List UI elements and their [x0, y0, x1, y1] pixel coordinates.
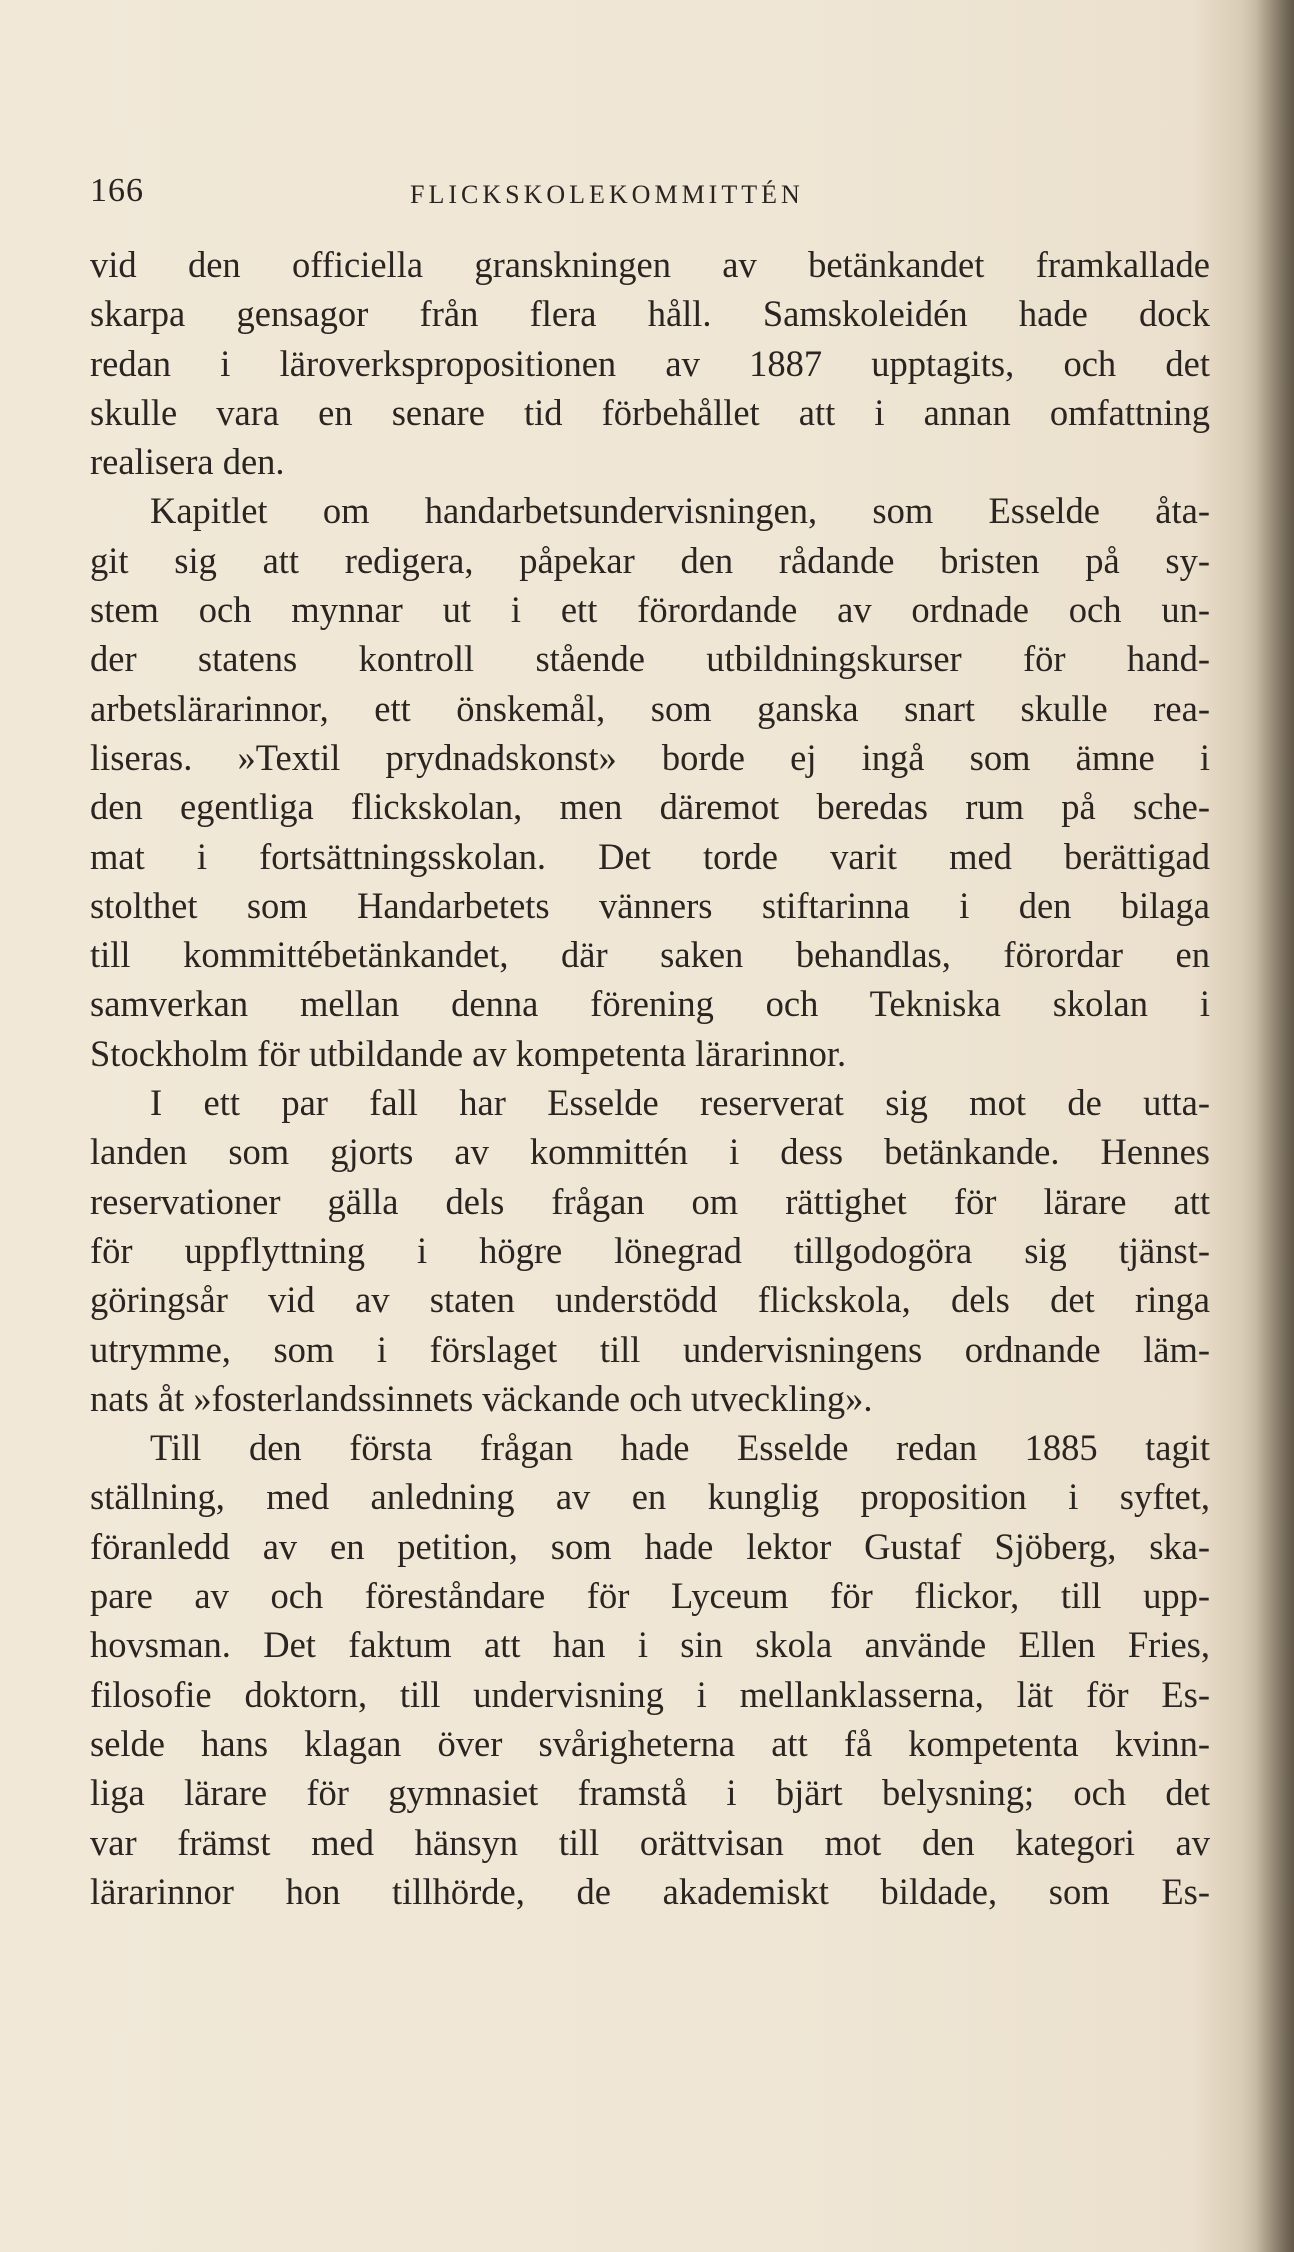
text-line: Stockholm för utbildande av kompetenta lärarinnor. [90, 1032, 847, 1074]
text-line: redan i läroverkspropositionen av 1887 upptagits, och det [90, 342, 1210, 384]
text-line: liseras. »Textil prydnadskonst» borde ej ingå som ämne i [90, 736, 1210, 778]
text-line: der statens kontroll stående utbildningskurser för hand- [90, 638, 1210, 680]
page-edge-shadow [1256, 0, 1294, 2252]
text-line: föranledd av en petition, som hade lektor Gustaf Sjöberg, ska- [90, 1525, 1210, 1567]
body-text [90, 240, 1210, 1916]
text-line: reservationer gälla dels frågan om rättighet för lärare att [90, 1180, 1210, 1222]
running-head: FLICKSKOLEKOMMITTÉN [410, 180, 804, 209]
text-line: samverkan mellan denna förening och Tekniska skolan i [90, 983, 1210, 1025]
text-line: lärarinnor hon tillhörde, de akademiskt bildade, som Es- [90, 1870, 1210, 1912]
page-number: 166 [90, 172, 144, 209]
text-line: landen som gjorts av kommittén i dess betänkande. Hennes [90, 1131, 1210, 1173]
text-line: utrymme, som i förslaget till undervisningens ordnande läm- [90, 1328, 1210, 1370]
text-line: skulle vara en senare tid förbehållet att i annan omfattning [90, 391, 1210, 433]
text-line: hovsman. Det faktum att han i sin skola använde Ellen Fries, [90, 1624, 1210, 1666]
text-line: var främst med hänsyn till orättvisan mot den kategori av [90, 1821, 1210, 1863]
text-line: pare av och föreståndare för Lyceum för flickor, till upp- [90, 1575, 1210, 1617]
text-line: I ett par fall har Esselde reserverat sig mot de utta- [150, 1082, 1210, 1124]
text-line: skarpa gensagor från flera håll. Samskoleidén hade dock [90, 293, 1210, 335]
text-line: stem och mynnar ut i ett förordande av ordnade och un- [90, 589, 1210, 631]
text-line: stolthet som Handarbetets vänners stiftarinna i den bilaga [90, 884, 1210, 926]
text-line: vid den officiella granskningen av betänkandet framkallade [90, 244, 1210, 285]
text-line: för uppflyttning i högre lönegrad tillgodogöra sig tjänst- [90, 1229, 1210, 1271]
text-line: git sig att redigera, påpekar den rådande bristen på sy- [90, 539, 1210, 581]
text-line: ställning, med anledning av en kunglig proposition i syftet, [90, 1476, 1210, 1518]
text-line: den egentliga flickskolan, men däremot beredas rum på sche- [90, 786, 1210, 828]
text-line: selde hans klagan över svårigheterna att få kompetenta kvinn- [90, 1722, 1210, 1764]
text-line: göringsår vid av staten understödd flickskola, dels det ringa [90, 1279, 1210, 1321]
text-line: mat i fortsättningsskolan. Det torde varit med berättigad [90, 835, 1210, 877]
page-header [90, 172, 1210, 222]
text-line: till kommittébetänkandet, där saken behandlas, förordar en [90, 934, 1210, 976]
text-line: nats åt »fosterlandssinnets väckande och utveckling». [90, 1377, 873, 1419]
text-line: Till den första frågan hade Esselde redan 1885 tagit [150, 1427, 1210, 1469]
text-line: liga lärare för gymnasiet framstå i bjärt belysning; och det [90, 1772, 1210, 1814]
text-line: realisera den. [90, 441, 285, 483]
text-line: Kapitlet om handarbetsundervisningen, som Esselde åta- [150, 490, 1210, 532]
text-line: filosofie doktorn, till undervisning i mellanklasserna, lät för Es- [90, 1673, 1210, 1715]
text-line: arbetslärarinnor, ett önskemål, som ganska snart skulle rea- [90, 687, 1210, 729]
